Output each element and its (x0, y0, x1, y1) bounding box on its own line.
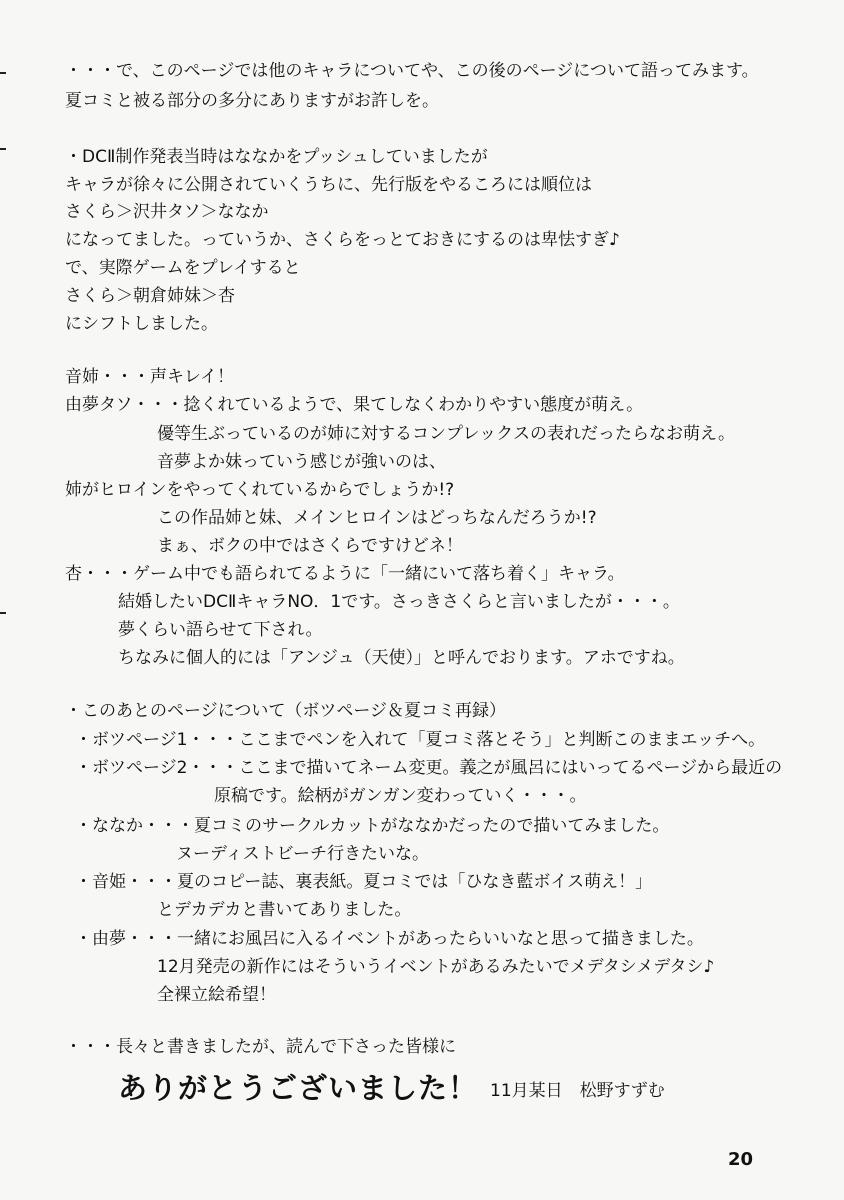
author-signature: 11月某日 松野すずむ (490, 1081, 665, 1101)
closing-thanks: ありがとうございました！ (118, 1071, 479, 1105)
text-line: ・音姫・・・夏のコピー誌、裏表紙。夏コミでは「ひなき藍ボイス萌え！」 (75, 872, 653, 892)
text-line: ちなみに個人的には「アンジュ（天使）」と呼んでおります。アホですね。 (118, 648, 685, 668)
text-line: 夏コミと被る部分の多分にありますがお許しを。 (65, 91, 439, 111)
text-line: 全裸立絵希望！ (157, 985, 276, 1005)
text-line: 原稿です。絵柄がガンガン変わっていく・・・。 (214, 786, 587, 806)
text-line: 夢くらい語らせて下され。 (118, 620, 323, 640)
text-line: ・・・長々と書きましたが、読んで下さった皆様に (65, 1037, 456, 1057)
text-line: 音夢よか妹っていう感じが強いのは、 (157, 452, 446, 472)
text-line: ヌーディストビーチ行きたいな。 (176, 844, 429, 864)
text-line: キャラが徐々に公開されていくうちに、先行版をやるころには順位は (65, 175, 592, 195)
text-line: 杏・・・ゲーム中でも語られてるように「一緒にいて落ち着く」キャラ。 (65, 564, 625, 584)
text-line: ・ボツページ2・・・ここまで描いてネーム変更。義之が風呂にはいってるページから最近の (75, 758, 783, 778)
text-line: で、実際ゲームをプレイすると (65, 258, 301, 278)
text-line: 音姉・・・声キレイ！ (65, 367, 234, 387)
text-line: この作品姉と妹、メインヒロインはどっちなんだろうか!? (157, 508, 597, 528)
scan-edge-mark (0, 72, 6, 74)
page-number: 20 (728, 1149, 754, 1170)
text-line: さくら＞朝倉姉妹＞杏 (65, 286, 235, 306)
text-line: 12月発売の新作にはそういうイベントがあるみたいでメデタシメデタシ♪ (157, 957, 715, 977)
text-line: ・DCⅡ制作発表当時はななかをプッシュしていましたが (65, 147, 488, 167)
text-line: 優等生ぶっているのが姉に対するコンプレックスの表れだったらなお萌え。 (157, 424, 735, 444)
text-line: とデカデカと書いてありました。 (157, 900, 412, 920)
text-line: 結婚したいDCⅡキャラNO．1です。さっきさくらと言いましたが・・・。 (118, 592, 680, 612)
text-line: まぁ、ボクの中ではさくらですけどネ！ (157, 536, 463, 556)
text-line: ・・・で、このページでは他のキャラについてや、この後のページについて語ってみます。 (65, 61, 759, 81)
text-line: ・このあとのページについて（ボツページ＆夏コミ再録） (65, 701, 506, 721)
text-line: ・由夢・・・一緒にお風呂に入るイベントがあったらいいなと思って描きました。 (75, 929, 704, 949)
scan-edge-mark (0, 148, 6, 150)
text-line: 由夢タソ・・・捻くれているようで、果てしなくわかりやすい態度が萌え。 (65, 395, 644, 415)
text-line: ・ななか・・・夏コミのサークルカットがななかだったので描いてみました。 (75, 816, 670, 836)
text-line: さくら＞沢井タソ＞ななか (65, 202, 269, 222)
text-line: ・ボツページ1・・・ここまでペンを入れて「夏コミ落とそう」と判断このままエッチへ。 (75, 730, 766, 750)
text-line: になってました。っていうか、さくらをっとておきにするのは卑怯すぎ♪ (65, 230, 620, 250)
text-line: にシフトしました。 (65, 314, 218, 334)
text-line: 姉がヒロインをやってくれているからでしょうか!? (65, 480, 455, 500)
scan-edge-mark (0, 612, 6, 614)
